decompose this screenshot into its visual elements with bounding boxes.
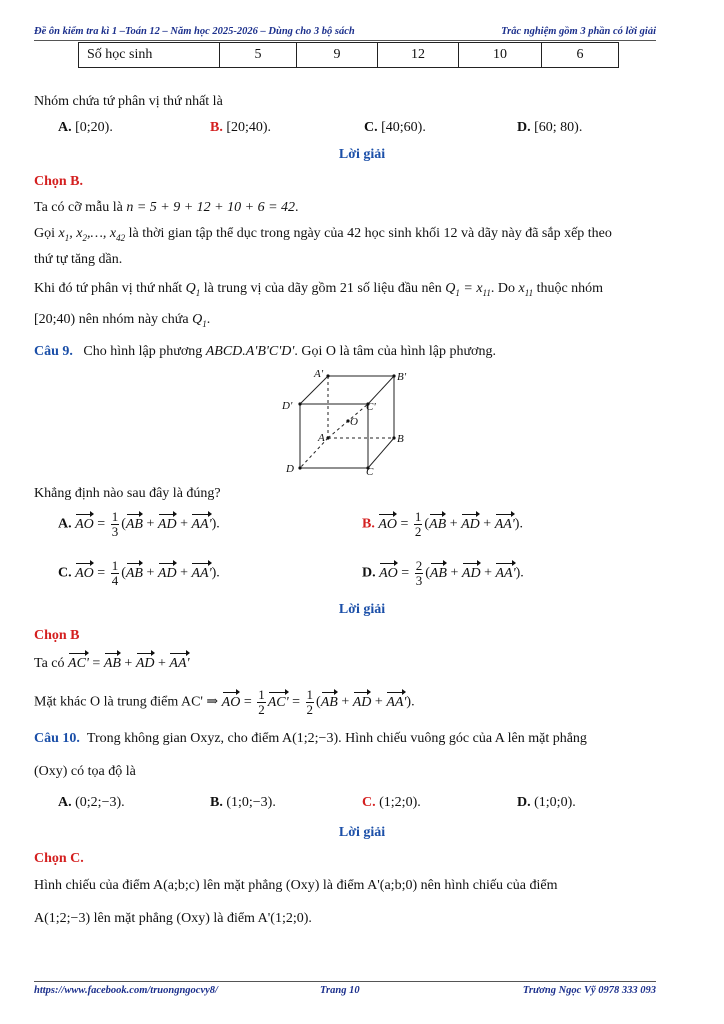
label-b: B bbox=[397, 433, 404, 445]
q8-option-a bbox=[58, 118, 113, 138]
q9-option-b: B. AO = $\frac{1}{2}$ (AB + AD + AA'). bbox=[362, 509, 523, 539]
table-cell: 6 bbox=[542, 43, 619, 68]
cube-edge bbox=[368, 376, 394, 404]
q8-question: Nhóm chứa tứ phân vị thứ nhất là bbox=[34, 94, 223, 109]
q10-label: Câu 10. bbox=[34, 731, 80, 746]
q10-prompt-line2: (Oxy) có tọa độ là bbox=[34, 764, 136, 779]
q8-option-c bbox=[364, 118, 426, 138]
q10-option-b: B. (1;0;−3). bbox=[210, 795, 276, 810]
page-number: Trang 10 bbox=[320, 985, 360, 996]
q10-option-d: D. (1;0;0). bbox=[517, 795, 576, 810]
sample-equation: n = 5 + 9 + 12 + 10 + 6 = 42 bbox=[126, 200, 296, 215]
table-cell-label: Số học sinh bbox=[79, 43, 220, 68]
label-c: C bbox=[366, 466, 374, 476]
q9-label: Câu 9. bbox=[34, 344, 73, 359]
header-title: Đề ôn kiểm tra kì 1 –Toán 12 – Năm học 2025-2026 – Dùng cho 3 bộ sách bbox=[34, 26, 355, 37]
table-cell: 9 bbox=[297, 43, 378, 68]
q8-option-b bbox=[210, 118, 271, 138]
header-divider bbox=[34, 40, 656, 41]
table-row bbox=[79, 43, 619, 68]
q9-option-d: D. AO = $\frac{2}{3}$ (AB + AD + AA'). bbox=[362, 558, 524, 588]
q9-option-a: A. AO = $\frac{1}{3}$ (AB + AD + AA'). bbox=[58, 509, 220, 539]
cube-edge bbox=[368, 438, 394, 468]
q8-solution-title: Lời giải bbox=[338, 147, 386, 162]
label-a-prime: A' bbox=[314, 368, 324, 380]
footer-divider bbox=[34, 981, 656, 982]
label-d-prime: D' bbox=[282, 400, 293, 412]
option-letter: D. bbox=[517, 120, 531, 135]
q9-question: Khẳng định nào sau đây là đúng? bbox=[34, 486, 221, 501]
label-d: D bbox=[286, 463, 294, 475]
table-cell: 12 bbox=[378, 43, 459, 68]
q10-solution-line2: A(1;2;−3) lên mặt phẳng (Oxy) là điểm A'(1;2;0). bbox=[34, 911, 312, 926]
q10-option-a: A. (0;2;−3). bbox=[58, 795, 125, 810]
label-c-prime: C' bbox=[366, 401, 376, 413]
q8-line3: thứ tự tăng dần. bbox=[34, 252, 123, 267]
cube-edge bbox=[300, 376, 328, 404]
option-text: [60; 80). bbox=[534, 120, 583, 135]
option-text: [0;20). bbox=[75, 120, 113, 135]
q10-answer: Chọn C. bbox=[34, 851, 84, 866]
q10-prompt: Câu 10. Trong không gian Oxyz, cho điểm A(1;2;−3). Hình chiếu vuông góc của A lên mặt phẳng bbox=[34, 731, 587, 746]
option-letter: C. bbox=[364, 120, 378, 135]
q10-solution-title: Lời giải bbox=[338, 825, 386, 840]
option-text: [40;60). bbox=[381, 120, 426, 135]
q8-line5: [20;40) nên nhóm này chứa $Q_1$. bbox=[34, 312, 211, 329]
header-subtitle: Trắc nghiệm gồm 3 phần có lời giải bbox=[501, 26, 656, 37]
cube-front-face bbox=[300, 404, 368, 468]
q9-solution-title: Lời giải bbox=[338, 602, 386, 617]
table-cell: 10 bbox=[459, 43, 542, 68]
label-o: O bbox=[350, 416, 358, 428]
q9-answer: Chọn B bbox=[34, 628, 80, 643]
footer-author: Trương Ngọc Vỹ 0978 333 093 bbox=[522, 985, 656, 996]
q9-solution-line2: Mặt khác O là trung điểm AC' ⇒ AO = $\frac{1}{2}$ AC' = $\frac{1}{2}$ (AB + AD + AA'). bbox=[34, 687, 415, 717]
q9-prompt: Câu 9. Cho hình lập phương ABCD.A'B'C'D'. Gọi O là tâm của hình lập phương. bbox=[34, 344, 496, 359]
q10-option-c: C. (1;2;0). bbox=[362, 795, 421, 810]
q8-sample-size: Ta có cỡ mẫu là n = 5 + 9 + 12 + 10 + 6 = 42. bbox=[34, 200, 299, 215]
footer-link[interactable]: https://www.facebook.com/truongngocvy8/ bbox=[34, 985, 218, 996]
q8-option-d bbox=[517, 118, 582, 138]
option-text: [20;40). bbox=[226, 120, 272, 135]
cube-figure bbox=[280, 364, 410, 476]
q9-solution-line1: Ta có AC' = AB + AD + AA' bbox=[34, 654, 190, 674]
table-cell: 5 bbox=[220, 43, 297, 68]
label-b-prime: B' bbox=[397, 371, 407, 383]
frequency-table bbox=[78, 42, 619, 68]
q8-line2: Gọi $x_1$, $x_2,\dots$, $x_{42}$ là thời gian tập thể dục trong ngày của 42 học sinh khối 12 và dãy này đã sắp xếp theo bbox=[34, 226, 612, 243]
q8-answer: Chọn B. bbox=[34, 174, 84, 189]
q10-solution-line1: Hình chiếu của điểm A(a;b;c) lên mặt phẳng (Oxy) là điểm A'(a;b;0) nên hình chiếu của điểm bbox=[34, 878, 558, 893]
label-a: A bbox=[318, 432, 325, 444]
option-letter: A. bbox=[58, 120, 72, 135]
q9-option-c: C. AO = $\frac{1}{4}$ (AB + AD + AA'). bbox=[58, 558, 220, 588]
option-letter: B. bbox=[210, 120, 223, 135]
q8-line4: Khi đó tứ phân vị thứ nhất $Q_1$ là trung vị của dãy gồm 21 số liệu đầu nên $Q_1 = x_{11}$. Do $x_{11}$ thuộc nhóm bbox=[34, 281, 604, 298]
